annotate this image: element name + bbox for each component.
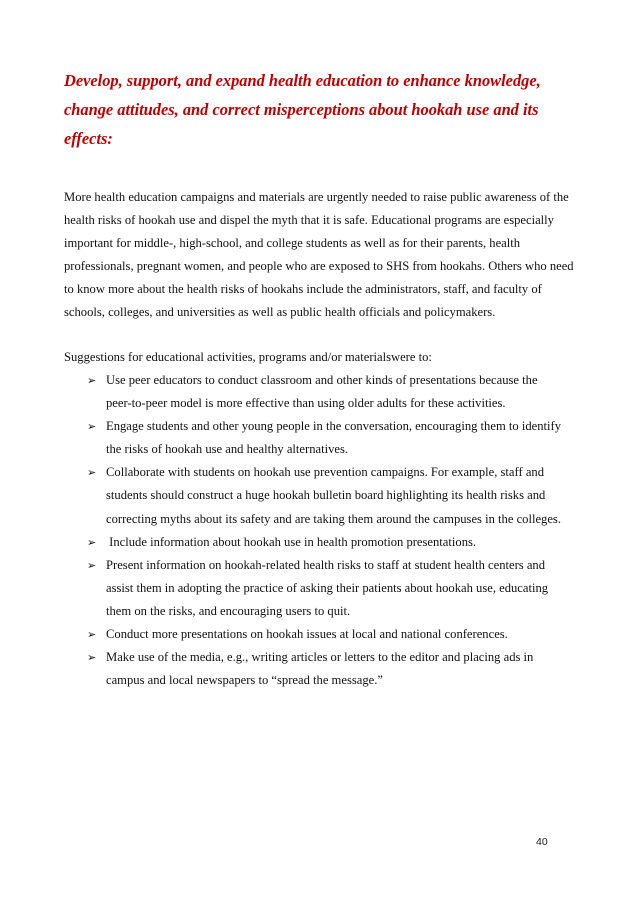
arrow-bullet-icon: ➢ (87, 558, 97, 572)
list-item-text: Collaborate with students on hookah use prevention campaigns. For example, staff and students should construct a huge hookah bulletin board highlighting its health risks and correcting myths about its safety and are taking them around the campuses in the colleges. (106, 465, 561, 526)
body-paragraph: More health education campaigns and materials are urgently needed to raise public awareness of the health risks of hookah use and dispel the myth that it is safe. Educational programs are especially important for middle-, high-school, and college students as well as for their parents, health professionals, pregnant women, and people who are exposed to SHS from hookahs. Others who need to know more about the health risks of hookahs include the administrators, staff, and faculty of schools, colleges, and universities as well as public health officials and policymakers. (64, 190, 574, 320)
arrow-bullet-icon: ➢ (87, 628, 97, 642)
list-item-text: Include information about hookah use in health promotion presentations. (106, 534, 477, 549)
arrow-bullet-icon: ➢ (87, 420, 97, 434)
list-item (86, 554, 566, 623)
list-item-text: Engage students and other young people in the conversation, encouraging them to identify the risks of hookah use and healthy alternatives. (106, 419, 562, 457)
list-item-text: Conduct more presentations on hookah issues at local and national conferences. (106, 627, 508, 642)
arrow-bullet-icon: ➢ (87, 535, 97, 549)
list-item-text: Present information on hookah-related health risks to staff at student health centers and assist them in adopting the practice of asking their patients about hookah use, educating them on the risks, and encouraging users to quit. (106, 557, 549, 618)
list-item-text: Use peer educators to conduct classroom and other kinds of presentations because the peer-to-peer model is more effective than using older adults for these activities. (106, 373, 538, 411)
suggestions-intro: Suggestions for educational activities, programs and/or materialswere to: (64, 350, 432, 364)
suggestion-list (86, 369, 566, 692)
list-item (86, 369, 566, 415)
arrow-bullet-icon: ➢ (87, 466, 97, 480)
list-item (86, 623, 566, 646)
list-item (86, 531, 566, 554)
list-item (86, 415, 566, 461)
arrow-bullet-icon: ➢ (87, 374, 97, 387)
page-number: 40 (536, 836, 548, 848)
list-item (86, 461, 566, 530)
list-item (86, 646, 566, 692)
section-heading: Develop, support, and expand health education to enhance knowledge, change attitudes, and correct misperceptions about hookah use and its effects: (64, 71, 541, 148)
list-item-text: Make use of the media, e.g., writing articles or letters to the editor and placing ads in campus and local newspapers to “spread the message.” (106, 650, 534, 688)
arrow-bullet-icon: ➢ (87, 651, 97, 665)
